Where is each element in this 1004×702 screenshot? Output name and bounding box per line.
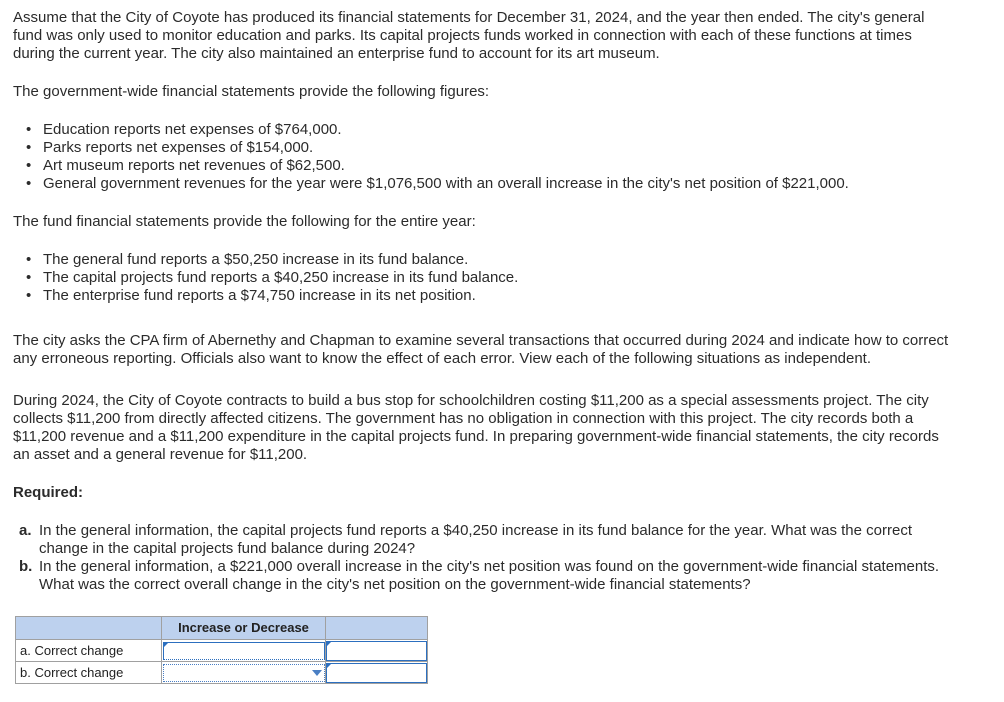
chevron-down-icon[interactable] (312, 670, 322, 676)
amount-input-cell-a[interactable] (326, 640, 428, 662)
amount-input-cell-b[interactable] (326, 662, 428, 684)
list-item: • Art museum reports net revenues of $62,500. (43, 157, 953, 175)
required-label: Required: (13, 484, 84, 501)
required-marker-icon (326, 663, 332, 669)
list-item: • General government revenues for the year were $1,076,500 with an overall increase in the city's net position of $221,000. (43, 175, 953, 193)
table-row (16, 640, 428, 662)
question-text: In the general information, the capital projects fund reports a $40,250 increase in its fund balance for the year. What was the correct change in the capital projects fund balance during 2024? (39, 522, 912, 557)
gw-heading: The government-wide financial statements provide the following figures: (13, 83, 490, 100)
question-letter: a. (19, 522, 32, 539)
header-amount-cell (326, 617, 428, 640)
question-a (19, 522, 953, 558)
fund-figures-list (13, 251, 953, 305)
cpa-paragraph: The city asks the CPA firm of Abernethy and Chapman to examine several transactions that occurred during 2024 and indicate how to correct any erroneous reporting. Officials also want to know the effect of each error. View each of the following situations as independent. (13, 332, 949, 367)
increase-decrease-select-a[interactable] (162, 640, 326, 662)
row-label: b. Correct change (16, 662, 162, 684)
list-item: • The general fund reports a $50,250 increase in its fund balance. (43, 251, 953, 269)
intro-paragraph: Assume that the City of Coyote has produced its financial statements for December 31, 2024, and the year then ended. The city's general fund was only used to monitor education and parks. Its capital projects funds worked in connection with each of these functions at times during the current year. The city also maintained an enterprise fund to account for its art museum. (13, 9, 925, 62)
table-row (16, 662, 428, 684)
increase-decrease-select-b[interactable] (162, 662, 326, 684)
question-letter: b. (19, 558, 33, 575)
header-increase-decrease: Increase or Decrease (162, 617, 326, 640)
list-item: • Parks reports net expenses of $154,000. (43, 139, 953, 157)
row-label: a. Correct change (16, 640, 162, 662)
answer-table (15, 616, 428, 684)
fund-heading: The fund financial statements provide the following for the entire year: (13, 213, 476, 230)
list-item: • The enterprise fund reports a $74,750 increase in its net position. (43, 287, 953, 305)
questions-list (13, 522, 953, 594)
required-marker-icon (163, 642, 169, 648)
header-blank-cell (16, 617, 162, 640)
scenario-paragraph: During 2024, the City of Coyote contracts to build a bus stop for schoolchildren costing $11,200 as a special assessments project. The city collects $11,200 from directly affected citizens. The government has no obligation in connection with this project. The city records both a $11,200 revenue and a $11,200 expenditure in the capital projects fund. In preparing government-wide financial statements, the city records an asset and a general revenue for $11,200. (13, 392, 939, 463)
list-item: • The capital projects fund reports a $40,250 increase in its fund balance. (43, 269, 953, 287)
list-item: • Education reports net expenses of $764,000. (43, 121, 953, 139)
amount-input-b[interactable] (326, 663, 427, 683)
select-box[interactable] (163, 664, 325, 682)
question-text: In the general information, a $221,000 overall increase in the city's net position was found on the government-wide financial statements. What was the correct overall change in the city's net position on the government-wide financial statements? (39, 558, 940, 593)
amount-input-a[interactable] (326, 641, 427, 661)
required-marker-icon (326, 641, 332, 647)
question-b (19, 558, 953, 594)
gw-figures-list (13, 121, 953, 193)
select-box[interactable] (163, 642, 325, 660)
